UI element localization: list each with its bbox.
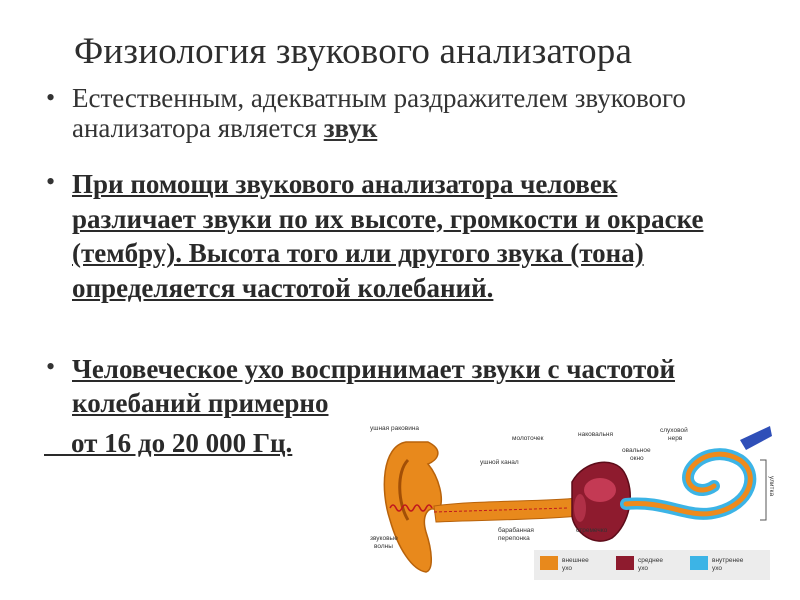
legend-swatch-outer — [540, 556, 558, 570]
legend-label-middle-2: ухо — [638, 565, 649, 572]
label-stapes: стремечко — [576, 527, 608, 534]
label-cochlea: улитка — [768, 476, 775, 497]
ossicles-shape — [584, 478, 616, 502]
bullet-text: При помощи звукового анализатора человек различает звуки по их высоте, громкости и окраске (тембру). Высота того или другого звука (тона) определяется частотой колебаний. — [72, 169, 704, 303]
label-eardrum-2: перепонка — [498, 535, 530, 542]
cochlea-bracket — [760, 460, 766, 520]
label-ear-canal: ушной канал — [480, 459, 519, 466]
bullet-text-main: Естественным, адекватным раздражителем звукового анализатора является — [72, 83, 686, 143]
legend-label-inner-2: ухо — [712, 565, 723, 572]
label-sound-waves-2: волны — [374, 543, 393, 550]
emphasized-word: звук — [323, 113, 378, 143]
ear-canal-shape — [434, 498, 580, 522]
auditory-nerve-shape — [740, 426, 772, 450]
frequency-range: от 16 до 20 000 Гц. — [44, 428, 293, 458]
eardrum-shape — [574, 494, 586, 522]
label-auditory-nerve: слуховой — [660, 427, 688, 434]
label-malleus: молоточек — [512, 435, 544, 442]
legend-label-outer: внешнее — [562, 557, 589, 564]
label-oval-window-2: окно — [630, 455, 644, 462]
label-incus: наковальня — [578, 431, 614, 438]
legend-swatch-inner — [690, 556, 708, 570]
label-eardrum: барабанная — [498, 527, 534, 534]
bullet-marker: • — [46, 83, 56, 112]
bullet-item-1 — [46, 83, 746, 153]
legend-label-middle: среднее — [638, 557, 663, 564]
bullet-marker: • — [46, 167, 56, 196]
label-auricle: ушная раковина — [370, 425, 420, 432]
page-title: Физиология звукового анализатора — [74, 31, 633, 72]
legend-label-inner: внутренее — [712, 557, 744, 564]
bullet-item-2 — [46, 165, 746, 340]
ear-anatomy-figure — [368, 420, 778, 588]
bullet-marker: • — [46, 352, 56, 381]
legend-swatch-middle — [616, 556, 634, 570]
bullet-item-3 — [46, 352, 746, 427]
bullet-text: Человеческое ухо воспринимает звуки с частотой колебаний примерно — [72, 354, 676, 418]
bullet-text — [72, 83, 746, 143]
auricle-shape — [384, 442, 441, 572]
legend-label-outer-2: ухо — [562, 565, 573, 572]
label-oval-window: овальное — [622, 447, 651, 454]
ear-diagram — [368, 420, 778, 588]
label-sound-waves: звуковые — [370, 535, 398, 542]
label-auditory-nerve-2: нерв — [668, 435, 683, 442]
legend — [534, 550, 770, 580]
